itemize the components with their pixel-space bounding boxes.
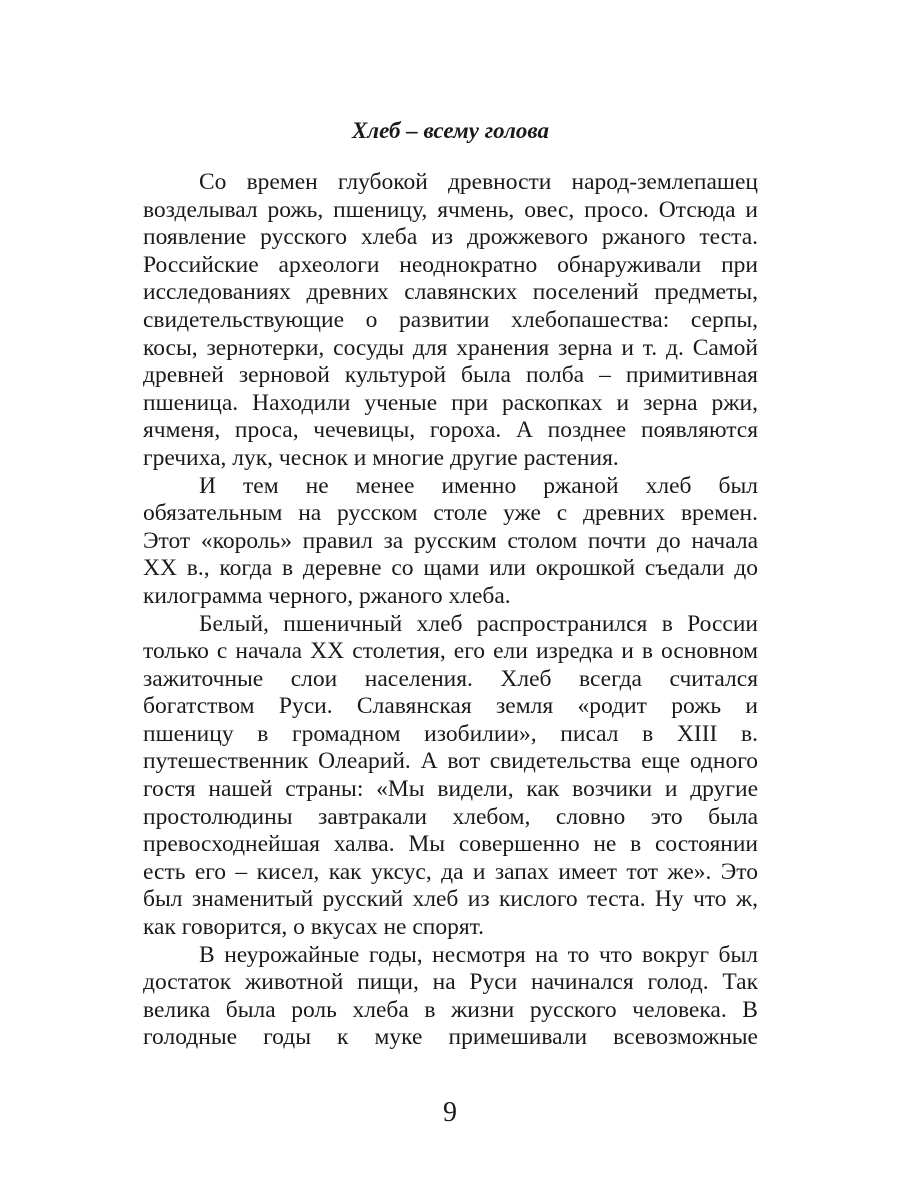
text-line: Российские археологи неоднократно обнаруживали при <box>143 251 758 278</box>
text-line: И тем не менее именно ржаной хлеб был <box>199 472 758 499</box>
text-line: был знаменитый русский хлеб из кислого теста. Ну что ж, <box>143 886 758 913</box>
text-line: свидетельствующие о развитии хлебопашества: серпы, <box>143 306 758 333</box>
paragraph <box>143 473 758 611</box>
text-line: Со времен глубокой древности народ-землепашец <box>199 169 758 195</box>
text-line: гречиха, лук, чеснок и многие другие растения. <box>143 444 619 471</box>
text-line: есть его – кисел, как уксус, да и запах имеет тот же». Это <box>143 858 758 885</box>
text-line: достаток животной пищи, на Руси начинался голод. Так <box>143 969 758 996</box>
text-line: пшеница. Находили ученые при раскопках и зерна ржи, <box>143 389 758 416</box>
text-line: простолюдины завтракали хлебом, словно это была <box>143 803 758 830</box>
text-line: Белый, пшеничный хлеб распространился в России <box>199 610 758 637</box>
text-line: косы, зернотерки, сосуды для хранения зерна и т. д. Самой <box>143 334 758 361</box>
text-line: В неурожайные годы, несмотря на то что вокруг был <box>199 941 758 968</box>
text-line: исследованиях древних славянских поселений предметы, <box>143 279 758 306</box>
text-line: велика была роль хлеба в жизни русского человека. В <box>143 996 758 1023</box>
text-line: Этот «король» правил за русским столом почти до начала <box>143 527 758 554</box>
text-line: ячменя, проса, чечевицы, гороха. А позднее появляются <box>143 417 758 444</box>
text-line: древней зерновой культурой была полба – примитивная <box>143 362 758 389</box>
text-line: голодные годы к муке примешивали всевозможные <box>143 1024 758 1051</box>
paragraph <box>143 169 758 473</box>
paragraph <box>143 942 758 1052</box>
chapter-title: Хлеб – всему голова <box>351 118 550 143</box>
text-line: обязательным на русском столе уже с древних времен. <box>143 500 758 527</box>
text-line: богатством Руси. Славянская земля «родит рожь и <box>143 693 758 720</box>
page-number: 9 <box>443 1097 457 1128</box>
text-line: превосходнейшая халва. Мы совершенно не в состоянии <box>143 831 758 858</box>
text-line: пшеницу в громадном изобилии», писал в XIII в. <box>143 720 758 747</box>
text-line: только с начала XX столетия, его ели изредка и в основном <box>143 638 758 665</box>
text-line: появление русского хлеба из дрожжевого ржаного теста. <box>143 224 758 251</box>
text-line: возделывал рожь, пшеницу, ячмень, овес, просо. Отсюда и <box>143 196 758 223</box>
text-line: XX в., когда в деревне со щами или окрошкой съедали до <box>143 555 758 582</box>
paragraph <box>143 611 758 942</box>
text-line: путешественник Олеарий. А вот свидетельства еще одного <box>143 748 758 775</box>
body-text <box>143 169 758 1052</box>
text-line: зажиточные слои населения. Хлеб всегда считался <box>143 665 758 692</box>
text-line: гостя нашей страны: «Мы видели, как возчики и другие <box>143 776 758 803</box>
text-line: как говорится, о вкусах не спорят. <box>143 914 485 941</box>
text-line: килограмма черного, ржаного хлеба. <box>143 582 511 609</box>
